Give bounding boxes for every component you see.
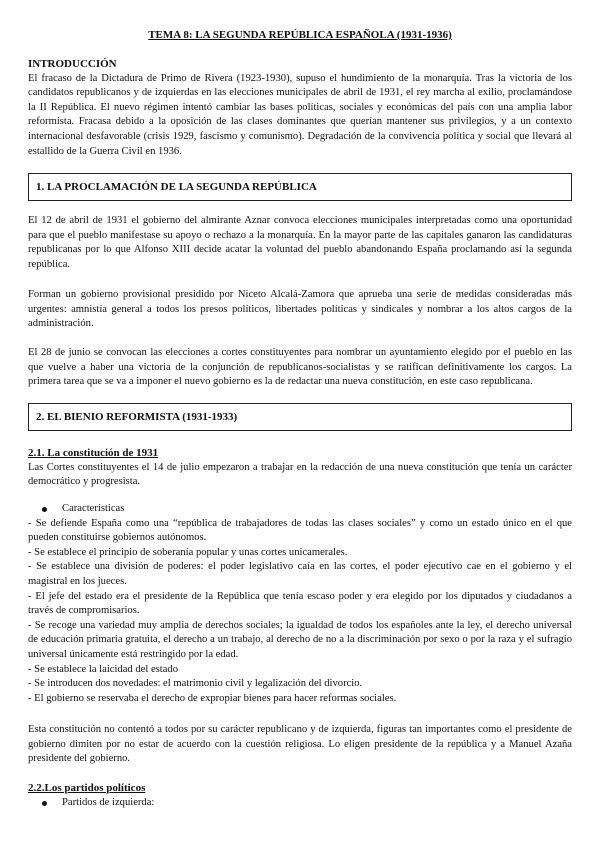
subsection-heading-constitution: 2.1. La constitución de 1931: [28, 447, 159, 459]
constitution-closing-text: Esta constitución no contentó a todos por su carácter republicano y de izquierda, figuras tan importantes como el presidente de gobierno dimiten por no estar de acuerdo con la cuestión religiosa. Lo eligen presidente de la república y a Manuel Azaña presidente del gobierno.: [28, 724, 572, 765]
intro-text: El fracaso de la Dictadura de Primo de Rivera (1923-1930), supuso el hundimiento de la monarquía. Tras la victoria de los candidatos republicanos y de izquierdas en las elecciones municipales de abril de 1931, el rey marcha al exilio, proclamándose la II República. El nuevo régimen intentó cambiar las bases políticas, sociales y económicas del país con una amplia labor reformista. Fracasa debido a la oposición de las clases dominantes que querían mantener sus privilegios, y a un contexto internacional desfavorable (crisis 1929, fascismo y comunismo). Degradación de la convivencia política y social que llevará al estallido de la Guerra Civil en 1936.: [28, 72, 572, 157]
characteristic-item: - Se recoge una variedad muy amplia de derechos sociales; la igualdad de todos los españoles ante la ley, el derecho universal de educación primaria gratuita, el derecho a un trabajo, al derecho de no a la discriminación por sexo o por la raza y el sufragio universal únicamente está restringido por la edad.: [28, 619, 572, 660]
characteristic-item: - El jefe del estado era el presidente de la República que tenía escaso poder y era elegido por los diputados y ciudadanos a través de compromisarios.: [28, 590, 572, 617]
characteristic-item: - Se introducen dos novedades: el matrimonio civil y legalización del divorcio.: [28, 678, 363, 690]
section1-paragraph-3: El 28 de junio se convocan las elecciones a cortes constituyentes para nombrar un ayuntamiento elegido por el pueblo en las que vuelve a haber una victoria de la conjunción de republicanos-socialistas y se ratifican definitivamente los cargos. La primera tarea que se va a imponer el nuevo gobierno es la de redactar una nueva constitución, en este caso republicana.: [28, 347, 572, 388]
document-title: TEMA 8: LA SEGUNDA REPÚBLICA ESPAÑOLA (1931-1936): [148, 29, 452, 41]
section2-heading: 2. EL BIENIO REFORMISTA (1931-1933): [36, 411, 238, 423]
characteristic-item: - Se establece el principio de soberanía popular y unas cortes unicamerales.: [28, 546, 348, 558]
subsection-constitution: [28, 446, 572, 490]
section1-heading-box: [28, 173, 572, 201]
intro-heading: INTRODUCCIÓN: [28, 58, 117, 70]
section1-paragraph-2: Forman un gobierno provisional presidido por Niceto Alcalá-Zamora que aprueba una serie de medidas consideradas más urgentes: amnistía general a todos los presos políticos, libertades políticas y sindicales y nombrar a los altos cargos de la administración.: [28, 289, 572, 330]
characteristic-item: - Se establece una división de poderes: el poder legislativo caía en las cortes, el poder ejecutivo cae en el gobierno y el magistral en los jueces.: [28, 561, 572, 587]
intro-section: [28, 57, 572, 159]
constitution-intro-text: Las Cortes constituyentes el 14 de julio empezaron a trabajar en la redacción de una nueva constitución que tenía un carácter democrático y progresista.: [28, 461, 572, 488]
characteristic-item: - El gobierno se reservaba el derecho de expropiar bienes para hacer reformas sociales.: [28, 692, 397, 704]
characteristic-item: - Se establece la laicidad del estado: [28, 663, 179, 675]
bullet-left-parties: Partidos de izquierda:: [28, 796, 572, 811]
section2-heading-box: [28, 403, 572, 431]
subsection-heading-parties: 2.2.Los partidos políticos: [28, 782, 146, 794]
section1-paragraph-1: El 12 de abril de 1931 el gobierno del almirante Aznar convoca elecciones municipales interpretadas como una oportunidad para que el pueblo manifestase su apoyo o rechazo a la monarquía. En la mayor parte de las capitales ganaron las candidaturas republicanas por lo que Alfonso XIII decide acatar la voluntad del pueblo abandonando España proclamando así la segunda república.: [28, 215, 572, 270]
section1-heading: 1. LA PROCLAMACIÓN DE LA SEGUNDA REPÚBLICA: [36, 181, 317, 193]
subsection-parties: [28, 781, 572, 810]
characteristic-item: - Se defiende España como una “república de trabajadores de todas las clases sociales” y como un estado único en el que pueden constituirse gobiernos autónomos.: [28, 517, 572, 544]
characteristics-list: [28, 502, 572, 706]
bullet-characteristics: Características: [28, 502, 572, 517]
characteristics-items: [28, 517, 572, 707]
